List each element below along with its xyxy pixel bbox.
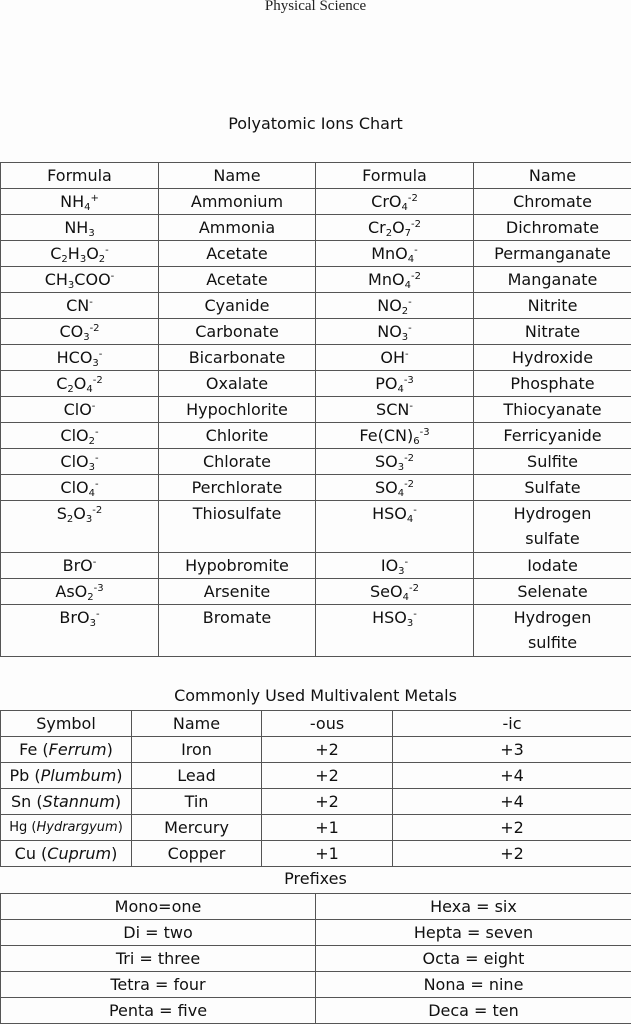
charge: - [105, 245, 109, 256]
multivalent-metals-body [1, 737, 631, 867]
table-row [1, 449, 631, 475]
formula-text: CrO [371, 192, 402, 211]
subscript: 6 [413, 436, 420, 447]
prefixes-body [1, 894, 631, 1024]
name-cell: Arsenite [159, 579, 316, 605]
prefix-cell: Hepta = seven [316, 920, 631, 946]
latin-name: Ferrum [48, 740, 107, 759]
formula-cell [316, 293, 474, 319]
multivalent-metals-table [0, 710, 631, 867]
charge: + [90, 193, 99, 204]
subscript: 4 [84, 202, 91, 213]
subscript: 4 [88, 488, 95, 499]
formula-text: SO [374, 452, 398, 471]
formula-cell [1, 319, 159, 345]
latin-name: Cuprum [47, 844, 112, 863]
ic-charge-cell: +2 [393, 815, 631, 841]
prefix-cell: Di = two [1, 920, 316, 946]
formula-cell [316, 319, 474, 345]
subscript: 3 [397, 462, 405, 473]
subscript: 2 [87, 592, 94, 603]
table-header-row [1, 163, 631, 189]
formula-cell [316, 553, 474, 579]
element-symbol: Fe [19, 740, 38, 759]
formula-cell [1, 605, 159, 657]
charge: -3 [419, 427, 430, 438]
formula-text: BrO [62, 556, 93, 575]
table-row [1, 241, 631, 267]
formula-text: C [56, 374, 68, 393]
formula-cell [316, 189, 474, 215]
ic-charge-cell: +2 [393, 841, 631, 867]
charge: - [409, 401, 413, 412]
symbol-cell: Sn (Stannum) [1, 789, 132, 815]
charge: - [408, 297, 412, 308]
table-row [1, 920, 631, 946]
formula-cell [1, 345, 159, 371]
subscript: 4 [397, 488, 405, 499]
subscript: 3 [89, 618, 96, 629]
subscript: 4 [401, 202, 408, 213]
name-cell: Manganate [474, 267, 631, 293]
charge: - [408, 323, 412, 334]
ous-charge-cell: +2 [262, 737, 393, 763]
formula-text: ClO [60, 426, 89, 445]
subscript: 4 [407, 254, 415, 265]
formula-cell [1, 241, 159, 267]
formula-cell [1, 293, 159, 319]
formula-text: CN [66, 296, 90, 315]
name-cell: Ammonia [159, 215, 316, 241]
name-cell: Acetate [159, 241, 316, 267]
formula-cell [316, 579, 474, 605]
column-header: -ous [262, 711, 393, 737]
charge: - [405, 349, 409, 360]
name-cell: Permanganate [474, 241, 631, 267]
charge: -2 [404, 479, 415, 490]
name-cell: Sulfate [474, 475, 631, 501]
formula-cell [316, 475, 474, 501]
formula-cell [316, 423, 474, 449]
formula-cell [1, 579, 159, 605]
latin-name: Stannum [42, 792, 115, 811]
ous-charge-cell: +2 [262, 789, 393, 815]
subscript: 4 [406, 514, 414, 525]
formula-text: HSO [372, 504, 407, 523]
element-symbol: Cu [14, 844, 36, 863]
formula-cell [1, 267, 159, 293]
formula-cell [1, 449, 159, 475]
table-row [1, 293, 631, 319]
charge: - [110, 271, 115, 282]
subscript: 3 [398, 566, 405, 577]
formula-cell [316, 215, 474, 241]
column-header: Name [159, 163, 316, 189]
table-row [1, 267, 631, 293]
formula-cell [316, 501, 474, 553]
column-header: -ic [393, 711, 631, 737]
formula-text: O [73, 374, 87, 393]
charge: - [92, 557, 97, 568]
name-cell: Mercury [132, 815, 262, 841]
name-cell: Lead [132, 763, 262, 789]
formula-cell [1, 397, 159, 423]
ic-charge-cell: +4 [393, 763, 631, 789]
subscript: 2 [61, 254, 68, 265]
polyatomic-ions-table [0, 162, 631, 657]
table-row [1, 998, 631, 1024]
name-cell: Ferricyanide [474, 423, 631, 449]
subscript: 2 [385, 228, 393, 239]
ous-charge-cell: +1 [262, 815, 393, 841]
name-cell: Nitrate [474, 319, 631, 345]
charge: - [94, 479, 99, 490]
formula-text: MnO [368, 270, 405, 289]
formula-text: CO [59, 322, 84, 341]
formula-cell [316, 449, 474, 475]
formula-cell [1, 475, 159, 501]
name-cell: Hydroxide [474, 345, 631, 371]
table-row [1, 946, 631, 972]
table-row [1, 972, 631, 998]
formula-text: SCN [376, 400, 410, 419]
table-row [1, 789, 631, 815]
polyatomic-ions-body [1, 189, 631, 657]
table-row [1, 894, 631, 920]
subscript: 3 [88, 228, 95, 239]
charge: - [98, 349, 103, 360]
formula-text: H [67, 244, 80, 263]
charge: -2 [92, 375, 103, 386]
formula-cell [316, 345, 474, 371]
subscript: 3 [401, 332, 409, 343]
element-symbol: Hg [9, 820, 28, 835]
column-header: Formula [1, 163, 159, 189]
subscript: 3 [88, 462, 95, 473]
charge: -2 [410, 271, 421, 282]
formula-text: SeO [370, 582, 403, 601]
table-row [1, 345, 631, 371]
subscript: 2 [88, 436, 95, 447]
name-cell: Nitrite [474, 293, 631, 319]
table-row [1, 371, 631, 397]
formula-text: ClO [63, 400, 92, 419]
table-row [1, 501, 631, 553]
name-cell: Dichromate [474, 215, 631, 241]
prefix-cell: Mono=one [1, 894, 316, 920]
column-header: Formula [316, 163, 474, 189]
symbol-cell: Pb (Plumbum) [1, 763, 132, 789]
prefix-cell: Penta = five [1, 998, 316, 1024]
formula-text: COO [74, 270, 111, 289]
table-row [1, 737, 631, 763]
formula-text: OH [380, 348, 405, 367]
formula-text: MnO [371, 244, 408, 263]
formula-text: NO [377, 296, 402, 315]
formula-text: HSO [372, 608, 407, 627]
name-cell: Oxalate [159, 371, 316, 397]
formula-cell [316, 371, 474, 397]
subscript: 4 [402, 592, 409, 603]
name-cell: Carbonate [159, 319, 316, 345]
symbol-cell: Fe (Ferrum) [1, 737, 132, 763]
formula-text: AsO [55, 582, 88, 601]
table-row [1, 319, 631, 345]
formula-text: SO [374, 478, 398, 497]
name-cell: Chlorate [159, 449, 316, 475]
name-cell: Chlorite [159, 423, 316, 449]
formula-text: ClO [60, 452, 89, 471]
formula-text: PO [375, 374, 398, 393]
formula-cell [316, 605, 474, 657]
name-cell: Acetate [159, 267, 316, 293]
formula-text: Cr [367, 218, 386, 237]
latin-name: Hydrargyum [36, 820, 118, 835]
symbol-cell: Cu (Cuprum) [1, 841, 132, 867]
formula-text: NO [377, 322, 402, 341]
name-cell: Iodate [474, 553, 631, 579]
charge: - [95, 609, 100, 620]
formula-cell [1, 215, 159, 241]
metals-title: Commonly Used Multivalent Metals [174, 686, 457, 705]
prefix-cell: Deca = ten [316, 998, 631, 1024]
name-cell: Bicarbonate [159, 345, 316, 371]
charge: -2 [92, 505, 103, 516]
name-cell: Thiocyanate [474, 397, 631, 423]
table-row [1, 841, 631, 867]
column-header: Name [474, 163, 631, 189]
formula-text: ClO [60, 478, 89, 497]
charge: - [91, 401, 96, 412]
element-symbol: Sn [10, 792, 32, 811]
column-header: Symbol [1, 711, 132, 737]
column-header: Name [132, 711, 262, 737]
ic-charge-cell: +4 [393, 789, 631, 815]
name-cell: Copper [132, 841, 262, 867]
name-cell: Cyanide [159, 293, 316, 319]
name-cell: Bromate [159, 605, 316, 657]
name-cell: Hypobromite [159, 553, 316, 579]
formula-text: BrO [59, 608, 90, 627]
formula-cell [316, 267, 474, 293]
formula-text: S [56, 504, 67, 523]
subscript: 3 [79, 254, 87, 265]
table-row [1, 189, 631, 215]
subscript: 4 [404, 280, 411, 291]
subscript: 3 [92, 358, 99, 369]
subscript: 2 [401, 306, 409, 317]
ic-charge-cell: +3 [393, 737, 631, 763]
subscript: 3 [83, 332, 90, 343]
table-row [1, 423, 631, 449]
name-cell: Chromate [474, 189, 631, 215]
page-header: Physical Science [264, 0, 367, 14]
prefix-cell: Tri = three [1, 946, 316, 972]
latin-name: Plumbum [40, 766, 117, 785]
formula-text: CH [44, 270, 68, 289]
formula-cell [1, 371, 159, 397]
prefixes-title: Prefixes [284, 869, 347, 888]
table-row [1, 553, 631, 579]
charge: -3 [403, 375, 414, 386]
element-symbol: Pb [9, 766, 30, 785]
table-row [1, 397, 631, 423]
formula-text: O [73, 504, 86, 523]
formula-text: O [392, 218, 405, 237]
formula-text: Fe(CN) [359, 426, 414, 445]
name-cell: Hypochlorite [159, 397, 316, 423]
prefix-cell: Nona = nine [316, 972, 631, 998]
charge: -3 [93, 583, 104, 594]
formula-cell [1, 189, 159, 215]
name-cell: Hydrogen sulfate [474, 501, 631, 553]
formula-text: NH [60, 192, 85, 211]
charge: - [94, 427, 99, 438]
charge: -2 [408, 583, 419, 594]
charge: -2 [89, 323, 100, 334]
formula-text: IO [380, 556, 399, 575]
name-cell: Perchlorate [159, 475, 316, 501]
table-row [1, 475, 631, 501]
prefix-cell: Octa = eight [316, 946, 631, 972]
subscript: 4 [397, 384, 404, 395]
table-row [1, 605, 631, 657]
name-cell: Tin [132, 789, 262, 815]
subscript: 3 [85, 514, 93, 525]
name-cell: Ammonium [159, 189, 316, 215]
charge: - [89, 297, 93, 308]
name-cell: Selenate [474, 579, 631, 605]
table-row [1, 763, 631, 789]
ous-charge-cell: +1 [262, 841, 393, 867]
subscript: 4 [86, 384, 93, 395]
formula-text: HCO [56, 348, 93, 367]
prefix-cell: Tetra = four [1, 972, 316, 998]
formula-cell [1, 423, 159, 449]
formula-cell [1, 501, 159, 553]
name-cell: Thiosulfate [159, 501, 316, 553]
polyatomic-title: Polyatomic Ions Chart [228, 114, 403, 133]
name-cell: Iron [132, 737, 262, 763]
subscript: 3 [67, 280, 75, 291]
charge: -2 [407, 193, 418, 204]
name-cell: Hydrogen sulfite [474, 605, 631, 657]
formula-cell [316, 241, 474, 267]
ous-charge-cell: +2 [262, 763, 393, 789]
formula-text: O [86, 244, 99, 263]
formula-cell [316, 397, 474, 423]
table-row [1, 215, 631, 241]
table-header-row [1, 711, 631, 737]
subscript: 2 [98, 254, 106, 265]
symbol-cell: Hg (Hydrargyum) [1, 815, 132, 841]
charge: -2 [404, 453, 415, 464]
charge: - [414, 245, 418, 256]
charge: - [413, 505, 417, 516]
formula-cell [1, 553, 159, 579]
table-row [1, 815, 631, 841]
formula-text: C [50, 244, 62, 263]
name-cell: Phosphate [474, 371, 631, 397]
charge: - [94, 453, 99, 464]
charge: - [404, 557, 409, 568]
name-cell: Sulfite [474, 449, 631, 475]
subscript: 7 [404, 228, 412, 239]
table-row [1, 579, 631, 605]
prefix-cell: Hexa = six [316, 894, 631, 920]
subscript: 2 [66, 514, 74, 525]
subscript: 3 [406, 618, 414, 629]
formula-text: NH [64, 218, 89, 237]
charge: -2 [411, 219, 422, 230]
subscript: 2 [67, 384, 74, 395]
prefixes-table [0, 893, 631, 1024]
charge: - [413, 609, 417, 620]
